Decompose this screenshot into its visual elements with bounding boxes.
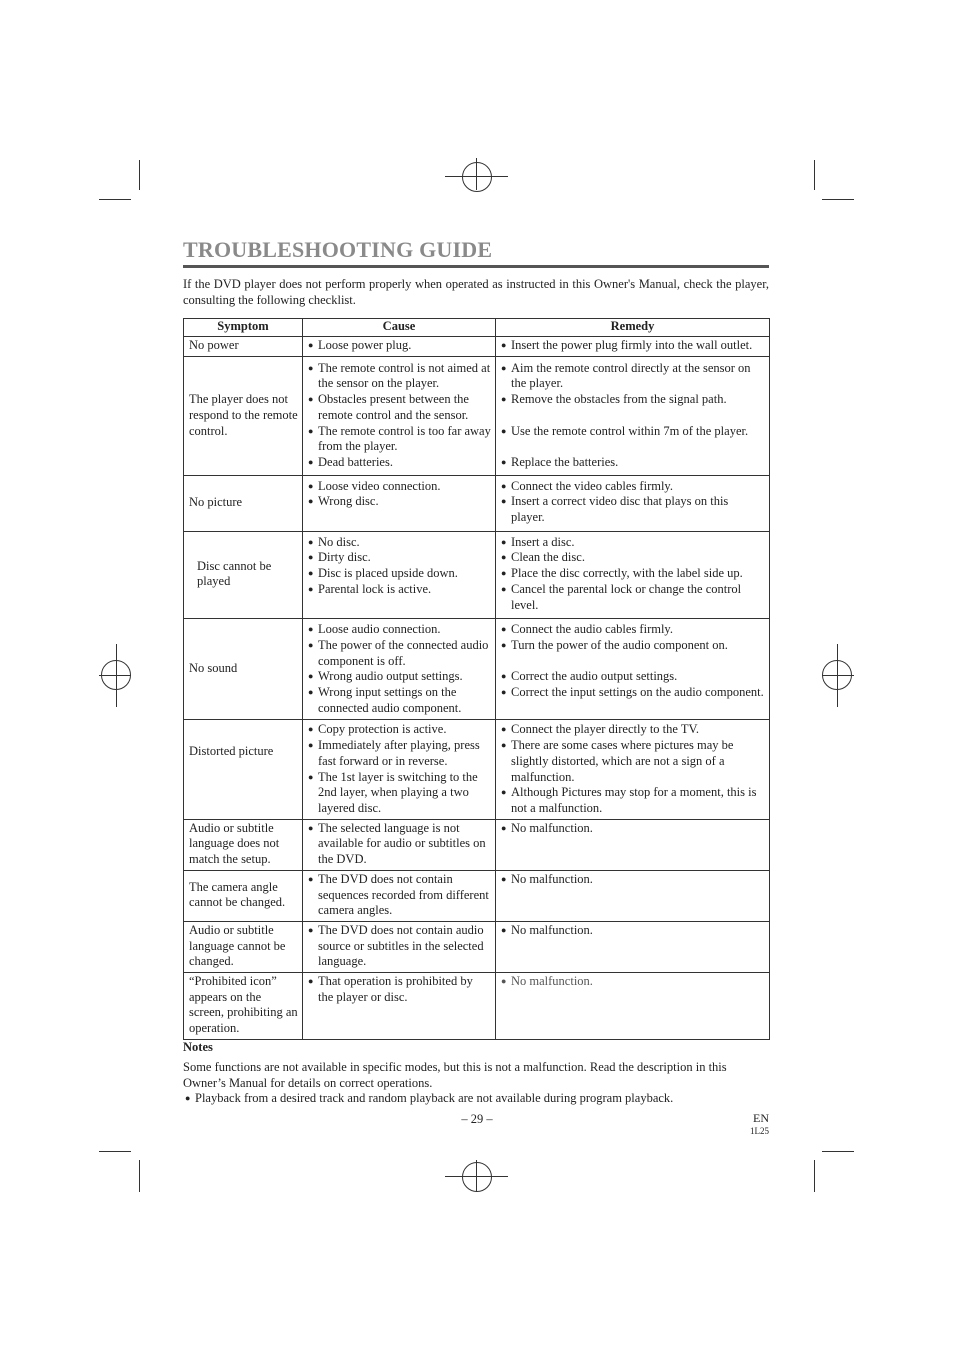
header-cause: Cause bbox=[303, 319, 496, 337]
cause-cell bbox=[303, 870, 496, 921]
remedy-item: ● Turn the power of the audio component on. bbox=[501, 638, 765, 654]
cause-item: ● Immediately after playing, press fast forward or in reverse. bbox=[308, 738, 491, 769]
table-row bbox=[184, 475, 770, 531]
remedy-item: ● Cancel the parental lock or change the control level. bbox=[501, 582, 765, 613]
remedy-item: ● Connect the audio cables firmly. bbox=[501, 622, 765, 638]
remedy-cell bbox=[496, 819, 770, 870]
cause-item: ● Wrong audio output settings. bbox=[308, 669, 491, 685]
symptom-cell: No sound bbox=[184, 619, 303, 720]
table-row bbox=[184, 921, 770, 972]
crop-mark bbox=[99, 1151, 131, 1152]
registration-mark bbox=[476, 1160, 477, 1192]
remedy-cell bbox=[496, 356, 770, 475]
cause-item: ● Wrong disc. bbox=[308, 494, 491, 510]
remedy-cell bbox=[496, 619, 770, 720]
remedy-item: ● Insert a correct video disc that plays on this player. bbox=[501, 494, 765, 525]
table-row bbox=[184, 720, 770, 819]
cause-item: ● Copy protection is active. bbox=[308, 722, 491, 738]
remedy-item: ● Insert the power plug firmly into the wall outlet. bbox=[501, 338, 765, 354]
symptom-cell: No picture bbox=[184, 475, 303, 531]
page-number: – 29 – bbox=[461, 1112, 493, 1126]
cause-item: ● That operation is prohibited by the player or disc. bbox=[308, 974, 491, 1005]
remedy-item: ● Use the remote control within 7m of the player. bbox=[501, 424, 765, 440]
remedy-item: ● Insert a disc. bbox=[501, 535, 765, 551]
registration-mark bbox=[476, 158, 477, 190]
remedy-item: ● There are some cases where pictures may be slightly distorted, which are not a sign of a malfunction. bbox=[501, 738, 765, 785]
remedy-cell bbox=[496, 720, 770, 819]
cause-cell bbox=[303, 819, 496, 870]
remedy-cell bbox=[496, 973, 770, 1040]
cause-item: ● The remote control is too far away from the player. bbox=[308, 424, 491, 455]
cause-item: ● The DVD does not contain sequences recorded from different camera angles. bbox=[308, 872, 491, 919]
remedy-item: ● Correct the input settings on the audio component. bbox=[501, 685, 765, 701]
notes-bullet: ● Playback from a desired track and random playback are not available during program playback. bbox=[183, 1090, 769, 1106]
troubleshooting-table bbox=[183, 318, 770, 1040]
registration-mark bbox=[462, 1162, 492, 1192]
crop-mark bbox=[822, 1151, 854, 1152]
table-row bbox=[184, 973, 770, 1040]
remedy-item: ● No malfunction. bbox=[501, 974, 765, 990]
crop-mark bbox=[139, 160, 140, 190]
remedy-item: ● Place the disc correctly, with the label side up. bbox=[501, 566, 765, 582]
cause-item: ● Loose power plug. bbox=[308, 338, 491, 354]
symptom-cell: The camera angle cannot be changed. bbox=[184, 870, 303, 921]
cause-cell bbox=[303, 720, 496, 819]
remedy-item: ● Replace the batteries. bbox=[501, 455, 765, 471]
cause-cell bbox=[303, 619, 496, 720]
remedy-item: ● Connect the video cables firmly. bbox=[501, 479, 765, 495]
cause-item: ● The 1st layer is switching to the 2nd layer, when playing a two layered disc. bbox=[308, 770, 491, 817]
remedy-item: ● Correct the audio output settings. bbox=[501, 669, 765, 685]
intro-paragraph: If the DVD player does not perform properly when operated as instructed in this Owner's Manual, check the player, consulting the following checklist. bbox=[183, 277, 769, 307]
symptom-cell: Distorted picture bbox=[184, 720, 303, 819]
cause-item: ● Dirty disc. bbox=[308, 550, 491, 566]
crop-mark bbox=[814, 160, 815, 190]
remedy-item: ● Remove the obstacles from the signal path. bbox=[501, 392, 765, 408]
table-row bbox=[184, 531, 770, 619]
symptom-cell: The player does not respond to the remote control. bbox=[184, 356, 303, 475]
cause-cell bbox=[303, 531, 496, 619]
cause-cell bbox=[303, 921, 496, 972]
remedy-cell bbox=[496, 337, 770, 357]
table-row bbox=[184, 337, 770, 357]
remedy-item: ● Aim the remote control directly at the sensor on the player. bbox=[501, 361, 765, 392]
cause-item: ● Parental lock is active. bbox=[308, 582, 491, 598]
cause-item: ● The selected language is not available for audio or subtitles on the DVD. bbox=[308, 821, 491, 868]
symptom-cell: “Prohibited icon” appears on the screen, prohibiting an operation. bbox=[184, 973, 303, 1040]
table-header-row bbox=[184, 319, 770, 337]
header-symptom: Symptom bbox=[184, 319, 303, 337]
registration-mark bbox=[822, 675, 854, 676]
cause-cell bbox=[303, 973, 496, 1040]
symptom-cell: Audio or subtitle language does not match the setup. bbox=[184, 819, 303, 870]
notes-heading: Notes bbox=[183, 1040, 213, 1054]
registration-mark bbox=[99, 675, 131, 676]
remedy-cell bbox=[496, 921, 770, 972]
symptom-cell: No power bbox=[184, 337, 303, 357]
remedy-item: ● Clean the disc. bbox=[501, 550, 765, 566]
table-row bbox=[184, 819, 770, 870]
table-row bbox=[184, 870, 770, 921]
symptom-cell: Audio or subtitle language cannot be changed. bbox=[184, 921, 303, 972]
remedy-cell bbox=[496, 870, 770, 921]
table-row bbox=[184, 356, 770, 475]
remedy-item: ● Although Pictures may stop for a moment, this is not a malfunction. bbox=[501, 785, 765, 816]
cause-item: ● Dead batteries. bbox=[308, 455, 491, 471]
remedy-item: ● No malfunction. bbox=[501, 872, 765, 888]
cause-item: ● Obstacles present between the remote control and the sensor. bbox=[308, 392, 491, 423]
cause-cell bbox=[303, 337, 496, 357]
header-remedy: Remedy bbox=[496, 319, 770, 337]
cause-item: ● The remote control is not aimed at the sensor on the player. bbox=[308, 361, 491, 392]
crop-mark bbox=[99, 199, 131, 200]
table-row bbox=[184, 619, 770, 720]
cause-item: ● The power of the connected audio component is off. bbox=[308, 638, 491, 669]
crop-mark bbox=[139, 1160, 140, 1192]
cause-item: ● Wrong input settings on the connected audio component. bbox=[308, 685, 491, 716]
cause-cell bbox=[303, 475, 496, 531]
symptom-cell: Disc cannot be played bbox=[184, 531, 303, 619]
notes-body: Some functions are not available in specific modes, but this is not a malfunction. Read the description in this Owner’s Manual for details on correct operations. bbox=[183, 1060, 727, 1090]
model-code: 1L25 bbox=[750, 1126, 769, 1136]
cause-item: ● No disc. bbox=[308, 535, 491, 551]
crop-mark bbox=[814, 1160, 815, 1192]
cause-cell bbox=[303, 356, 496, 475]
remedy-item: ● No malfunction. bbox=[501, 821, 765, 837]
cause-item: ● Loose audio connection. bbox=[308, 622, 491, 638]
cause-item: ● Disc is placed upside down. bbox=[308, 566, 491, 582]
page-title: TROUBLESHOOTING GUIDE bbox=[183, 236, 769, 268]
remedy-item: ● Connect the player directly to the TV. bbox=[501, 722, 765, 738]
remedy-cell bbox=[496, 475, 770, 531]
language-code: EN bbox=[753, 1111, 769, 1125]
remedy-item: ● No malfunction. bbox=[501, 923, 765, 939]
registration-mark bbox=[462, 162, 492, 192]
cause-item: ● Loose video connection. bbox=[308, 479, 491, 495]
remedy-cell bbox=[496, 531, 770, 619]
cause-item: ● The DVD does not contain audio source or subtitles in the selected language. bbox=[308, 923, 491, 970]
crop-mark bbox=[822, 199, 854, 200]
